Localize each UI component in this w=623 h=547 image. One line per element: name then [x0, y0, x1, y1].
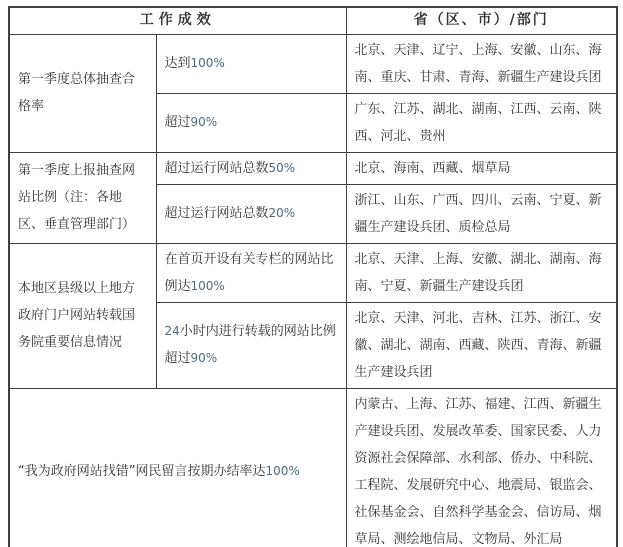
province-list-cell: [346, 243, 617, 302]
metric-cell-homepage-column-100: [156, 243, 346, 302]
text-segment: 本地区县级以上地方政府门户网站转载国务院重要信息情况: [18, 281, 136, 350]
rowgroup-label-state-council-repost: [9, 243, 156, 388]
header-row: [9, 7, 617, 34]
header-work-effectiveness: 工作成效: [9, 7, 346, 34]
text-segment: 超过运行网站总数: [164, 206, 269, 221]
metric-number: 50%: [268, 160, 296, 175]
text-segment: 超过运行网站总数: [164, 160, 269, 176]
text-segment: 北京、天津、河北、吉林、江苏、浙江、安徽、湖北、湖南、西藏、陕西、青海、新疆生产建设兵团: [354, 310, 602, 380]
metric-cell-over-90: [156, 93, 346, 152]
table-row: [9, 388, 617, 547]
table-row: [9, 34, 617, 93]
metric-cell-find-error-completion-rate: [9, 388, 346, 547]
metric-cell-over-total-20: [156, 184, 346, 243]
metric-number: 100%: [265, 464, 300, 478]
text-segment: 小时内进行转载的网站比例超过: [164, 324, 336, 366]
province-list-cell: [346, 93, 617, 152]
header-province-region-city-department: 省（区、市）/部门: [346, 7, 617, 34]
metric-cell-over-total-50: [156, 152, 346, 184]
rowgroup-label-overall-sample-pass-rate: [9, 34, 156, 152]
metric-cell-repost-24h-90: [156, 302, 346, 388]
text-segment: 北京、天津、辽宁、上海、安徽、山东、海南、重庆、甘肃、青海、新疆生产建设兵团: [354, 42, 602, 85]
text-segment: 第一季度总体抽查合格率: [18, 72, 136, 114]
text-segment: 超过: [164, 115, 191, 130]
province-list-cell: [346, 302, 617, 388]
performance-report-table: [8, 6, 618, 547]
metric-cell-reach-100: [156, 34, 346, 93]
metric-number: 20%: [268, 206, 296, 220]
table-body: [9, 34, 617, 547]
text-segment: 广东、江苏、湖北、湖南、江西、云南、陕西、河北、贵州: [354, 101, 602, 144]
text-segment: 内蒙古、上海、江苏、福建、江西、新疆生产建设兵团、发展改革委、国家民委、人力资源社会保障部、水利部、侨办、中科院、工程院、发展研究中心、地震局、银监会、社保基金会、自然科学基金会、信访局、烟草局、测绘地信局、文物局、外汇局: [354, 396, 602, 547]
province-list-cell: [346, 184, 617, 243]
table-row: [9, 152, 617, 184]
text-segment: 第一季度上报抽查网站比例（注：各地区、垂直管理部门）: [18, 163, 136, 232]
text-segment: “我为政府网站找错”网民留言按期办结率达: [18, 464, 266, 479]
metric-number: 90%: [190, 115, 218, 129]
province-list-cell: [346, 388, 617, 547]
rowgroup-label-reported-site-ratio: [9, 152, 156, 243]
metric-number: 100%: [190, 56, 225, 70]
metric-number: 24: [164, 324, 180, 338]
metric-number: 100%: [190, 278, 225, 293]
metric-number: 90%: [190, 351, 218, 365]
province-list-cell: [346, 34, 617, 93]
text-segment: 浙江、山东、广西、四川、云南、宁夏、新疆生产建设兵团、质检总局: [354, 192, 602, 235]
province-list-cell: [346, 152, 617, 184]
table-row: [9, 243, 617, 302]
text-segment: 北京、天津、上海、安徽、湖北、湖南、海南、宁夏、新疆生产建设兵团: [354, 251, 602, 294]
text-segment: 达到: [164, 56, 191, 71]
text-segment: 在首页开设有关专栏的网站比例达: [164, 251, 334, 294]
text-segment: 北京、海南、西藏、烟草局: [354, 160, 511, 176]
